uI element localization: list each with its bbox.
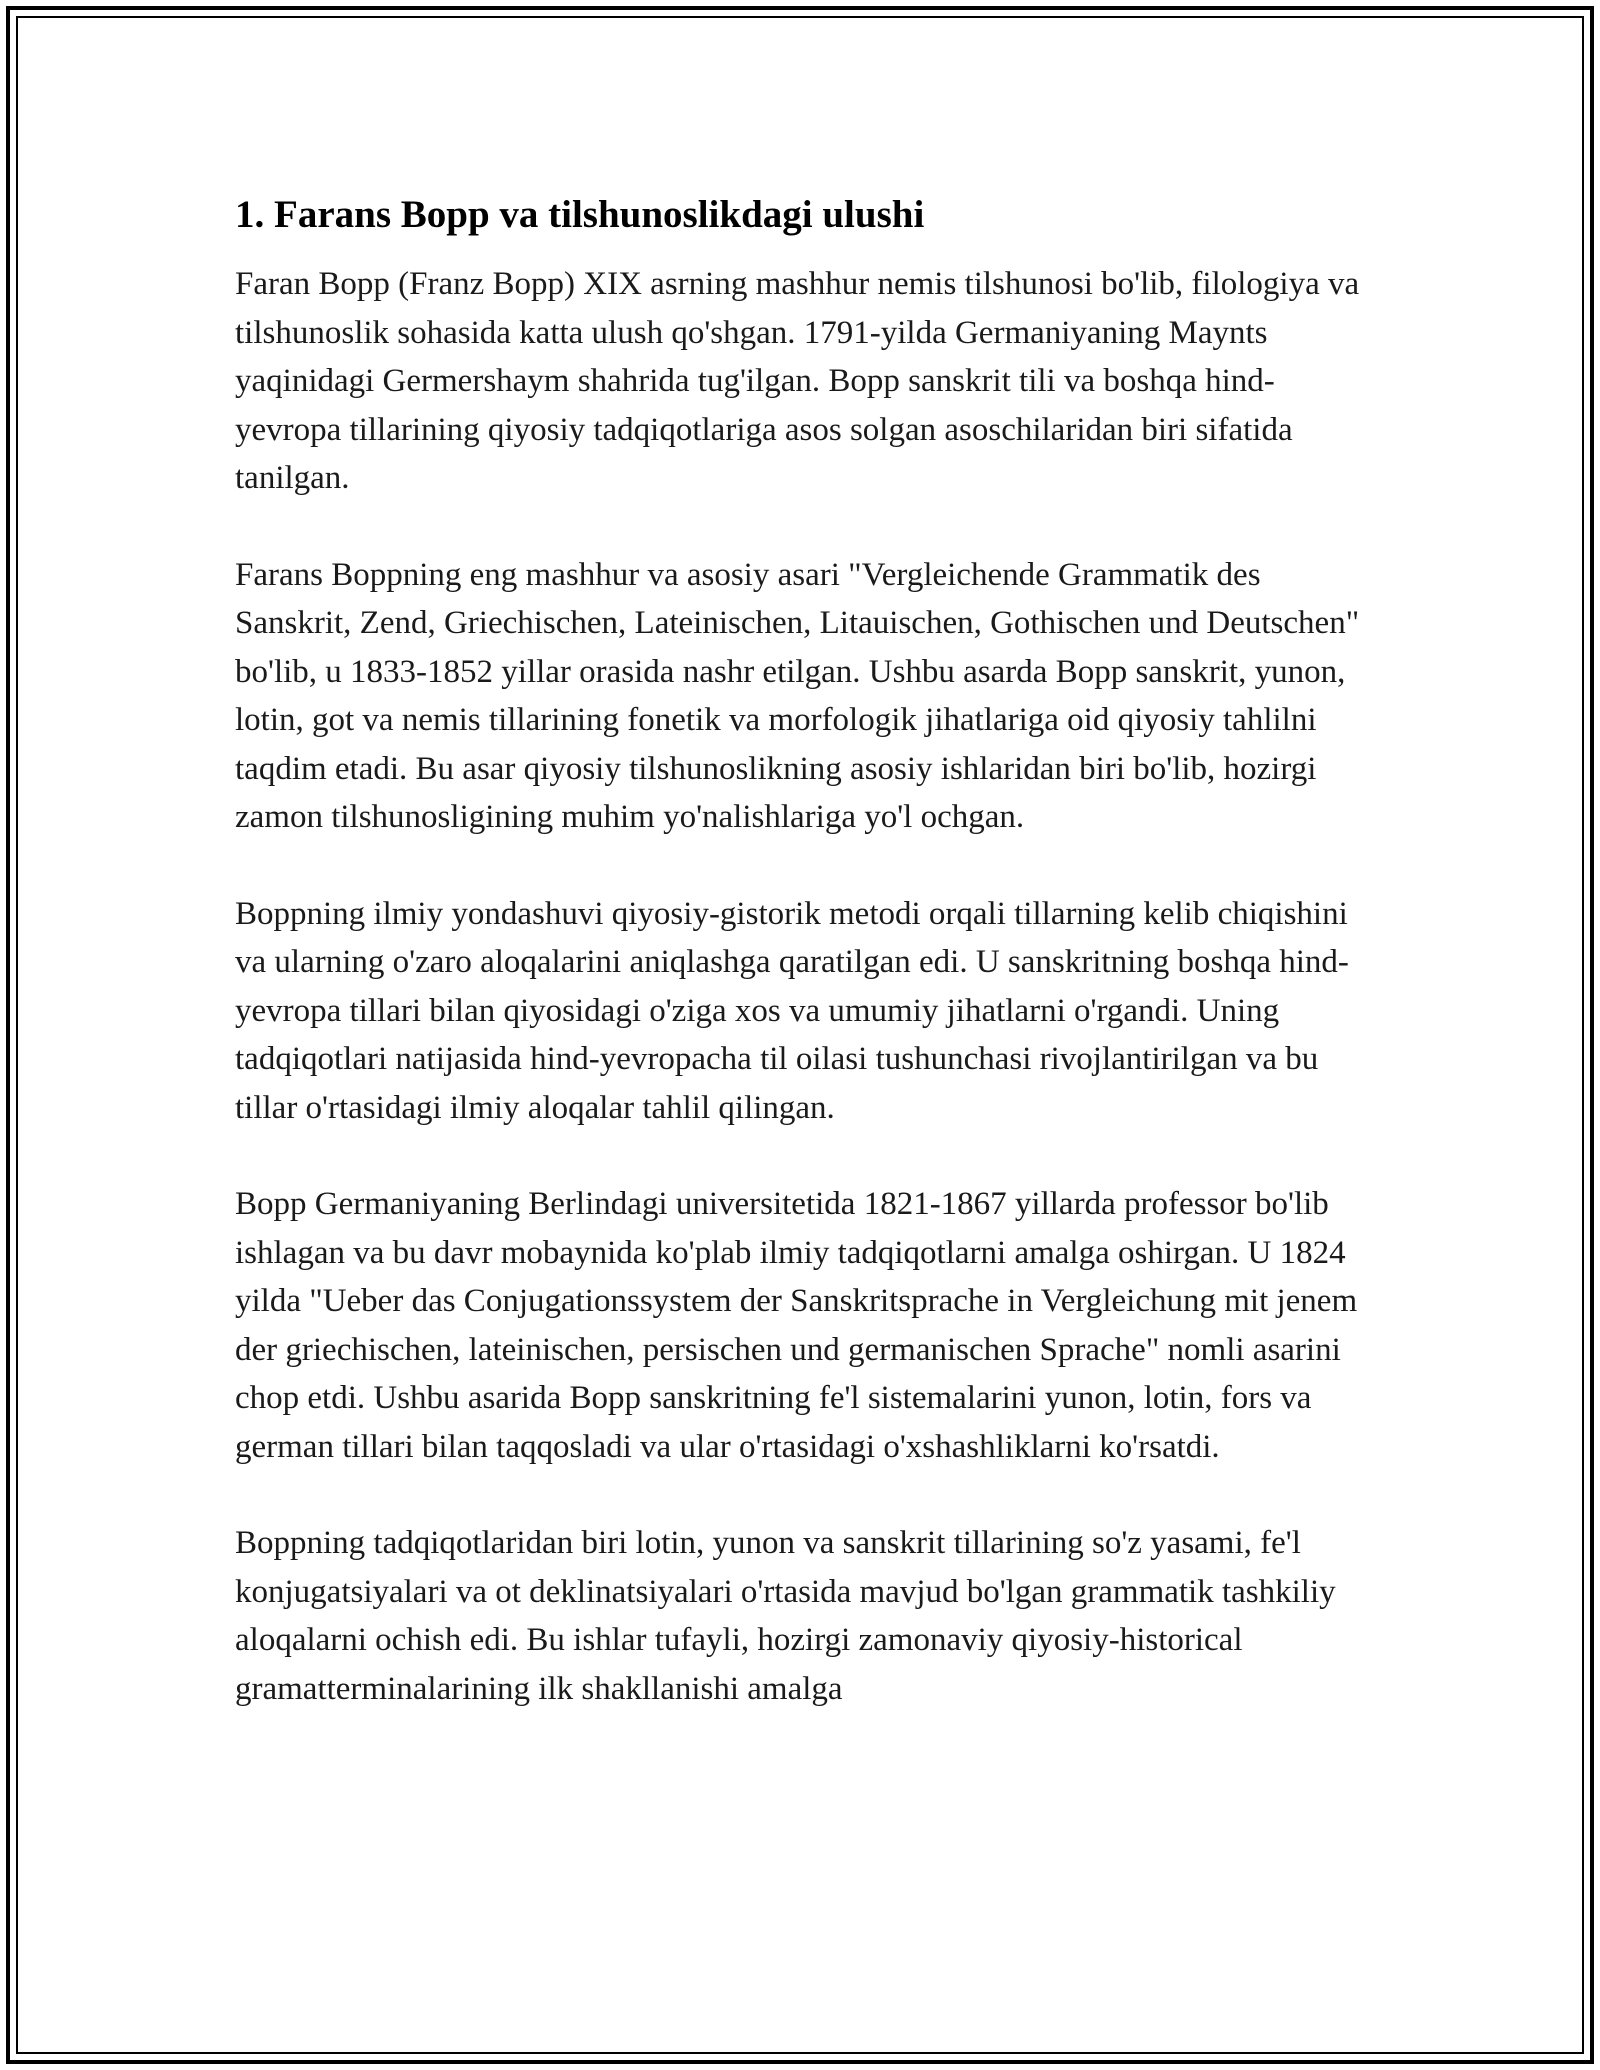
paragraph-1: Faran Bopp (Franz Bopp) XIX asrning mashhur nemis tilshunosi bo'lib, filologiya va tilshunoslik sohasida katta ulush qo'shgan. 1791-yilda Germaniyaning Maynts yaqinidagi Germershaym shahrida tug'ilgan. Bopp sanskrit tili va boshqa hind-yevropa tillarining qiyosiy tadqiqotlariga asos solgan asoschilaridan biri sifatida tanilgan. — [235, 266, 1360, 496]
paragraph-5: Boppning tadqiqotlaridan biri lotin, yunon va sanskrit tillarining so'z yasami, fe'l konjugatsiyalari va ot deklinatsiyalari o'rtasida mavjud bo'lgan grammatik tashkiliy aloqalarni ochish edi. Bu ishlar tufayli, hozirgi zamonaviy qiyosiy-historical gramatterminalarining ilk shakllanishi amalga — [235, 1525, 1336, 1707]
paragraph-2: Farans Boppning eng mashhur va asosiy asari "Vergleichende Grammatik des Sanskrit, Zend, Griechischen, Lateinischen, Litauischen, Gothischen und Deutschen" bo'lib, u 1833-1852 yillar orasida nashr etilgan. Ushbu asarda Bopp sanskrit, yunon, lotin, got va nemis tillarining fonetik va morfologik jihatlariga oid qiyosiy tahlilni taqdim etadi. Bu asar qiyosiy tilshunoslikning asosiy ishlaridan biri bo'lib, hozirgi zamon tilshunosligining muhim yo'nalishlariga yo'l ochgan. — [235, 556, 1360, 835]
section-heading: 1. Farans Bopp va tilshunoslikdagi ulushi — [235, 193, 925, 236]
paragraph-3: Boppning ilmiy yondashuvi qiyosiy-gistorik metodi orqali tillarning kelib chiqishini va ularning o'zaro aloqalarini aniqlashga qaratilgan edi. U sanskritning boshqa hind-yevropa tillari bilan qiyosidagi o'ziga xos va umumiy jihatlarni o'rgandi. Uning tadqiqotlari natijasida hind-yevropacha til oilasi tushunchasi rivojlantirilgan va bu tillar o'rtasidagi ilmiy aloqalar tahlil qilingan. — [235, 895, 1349, 1126]
paragraph-4: Bopp Germaniyaning Berlindagi universitetida 1821-1867 yillarda professor bo'lib ishlagan va bu davr mobaynida ko'plab ilmiy tadqiqotlarni amalga oshirgan. U 1824 yilda "Ueber das Conjugationssystem der Sanskritsprache in Vergleichung mit jenem der griechischen, lateinischen, persischen und germanischen Sprache" nomli asarini chop etdi. Ushbu asarida Bopp sanskritning fe'l sistemalarini yunon, lotin, fors va german tillari bilan taqqosladi va ular o'rtasidagi o'xshashliklarni ko'rsatdi. — [235, 1186, 1358, 1465]
document-body — [235, 190, 1370, 1761]
